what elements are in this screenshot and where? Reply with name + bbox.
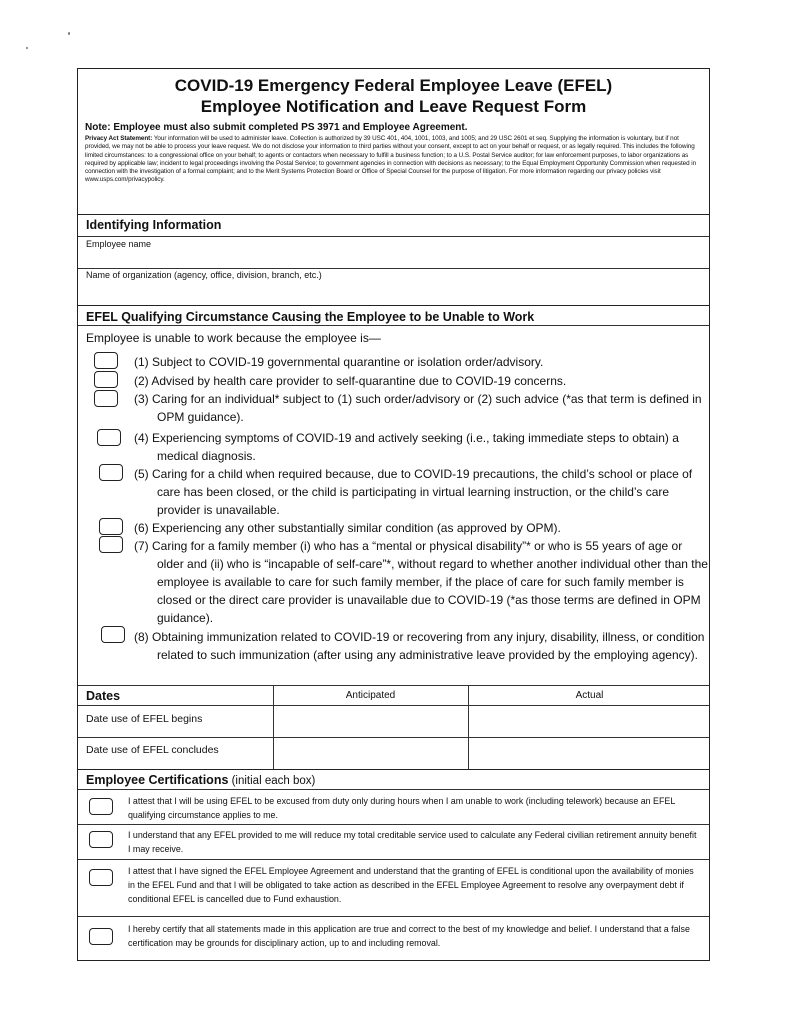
date-concludes-label: Date use of EFEL concludes <box>86 744 219 756</box>
column-divider <box>468 686 469 769</box>
certifications-heading <box>78 769 709 789</box>
scan-speck <box>68 32 70 35</box>
circumstance-lead: Employee is unable to work because the employee is— <box>86 331 381 345</box>
certification-2-initial-box[interactable] <box>89 831 113 848</box>
circumstance-1-checkbox[interactable] <box>94 352 118 369</box>
divider <box>78 789 709 790</box>
circumstance-5-text: (5) Caring for a child when required because, due to COVID-19 precautions, the child’s school or place of care has been closed, or the child is participating in virtual learning instruction, or the child’s care provider is unavailable. <box>134 467 693 517</box>
circumstance-6-text: (6) Experiencing any other substantially similar condition (as approved by OPM). <box>134 521 561 535</box>
circumstance-2-text: (2) Advised by health care provider to self-quarantine due to COVID-19 concerns. <box>134 374 567 388</box>
dates-heading: Dates <box>86 689 121 703</box>
date-concludes-anticipated-field[interactable] <box>274 738 467 768</box>
circumstance-7-text: (7) Caring for a family member (i) who has a “mental or physical disability”* or who is 55 years of age or older and (ii) who is “incapable of self-care”*, without regard to whether another individual other than the employee is available to care for such family member, if the place of care for such family member is closed or the direct care provider is unavailable due to COVID-19 (*as those terms are defined in OPM guidance). <box>134 539 708 625</box>
certification-3-initial-box[interactable] <box>89 869 113 886</box>
circumstance-7-checkbox[interactable] <box>99 536 123 553</box>
circumstance-3-text: (3) Caring for an individual* subject to (1) such order/advisory or (2) such advice (*as that term is defined in OPM guidance). <box>134 392 702 424</box>
certification-3-text: I attest that I have signed the EFEL Employee Agreement and understand that the granting of EFEL is conditional upon the availability of monies in the EFEL Fund and that I will be obligated to take action as described in the EFEL Employee Agreement to resolve any overpayment debt if conditional EFEL is cancelled due to Fund exhaustion. <box>128 866 694 904</box>
date-begins-label: Date use of EFEL begins <box>86 713 203 725</box>
identifying-section-heading: Identifying Information <box>78 214 709 236</box>
column-divider <box>273 686 274 769</box>
circumstance-3-checkbox[interactable] <box>94 390 118 407</box>
employee-name-field[interactable] <box>84 251 703 267</box>
circumstance-4-checkbox[interactable] <box>97 429 121 446</box>
date-concludes-actual-field[interactable] <box>469 738 709 768</box>
date-begins-actual-field[interactable] <box>469 706 709 736</box>
certification-2-text: I understand that any EFEL provided to me will reduce my total creditable service used to calculate any Federal civilian retirement annuity benefit I may receive. <box>128 830 697 854</box>
circumstance-4-text: (4) Experiencing symptoms of COVID-19 and actively seeking (i.e., taking immediate steps to obtain) a medical diagnosis. <box>134 431 679 463</box>
certification-4-text: I hereby certify that all statements made in this application are true and correct to the best of my knowledge and belief. I understand that a false certification may be grounds for disciplinary action, up to and including removal. <box>128 924 690 948</box>
circumstance-6-checkbox[interactable] <box>99 518 123 535</box>
divider <box>78 236 709 237</box>
form-title-line1: COVID-19 Emergency Federal Employee Leave (EFEL) <box>174 76 613 95</box>
efel-form <box>77 68 710 961</box>
employee-name-label: Employee name <box>86 239 152 249</box>
certification-1-text: I attest that I will be using EFEL to be excused from duty only during hours when I am unable to work (including telework) because an EFEL qualifying circumstance applies to me. <box>128 796 675 820</box>
circumstance-1-text: (1) Subject to COVID-19 governmental quarantine or isolation order/advisory. <box>134 355 544 369</box>
divider <box>78 325 709 326</box>
privacy-act-statement <box>85 135 702 185</box>
circumstance-section-heading: EFEL Qualifying Circumstance Causing the Employee to be Unable to Work <box>78 305 709 325</box>
certifications-instruction: (initial each box) <box>228 775 316 787</box>
certifications-title: Employee Certifications <box>86 773 229 787</box>
circumstance-2-checkbox[interactable] <box>94 371 118 388</box>
divider <box>78 824 709 825</box>
date-begins-anticipated-field[interactable] <box>274 706 467 736</box>
form-title-line2: Employee Notification and Leave Request Form <box>200 97 587 116</box>
actual-column-header: Actual <box>575 690 604 701</box>
anticipated-column-header: Anticipated <box>345 690 396 701</box>
divider <box>78 916 709 917</box>
divider <box>78 268 709 269</box>
form-title <box>78 75 709 117</box>
certification-4-initial-box[interactable] <box>89 928 113 945</box>
organization-field[interactable] <box>84 283 703 303</box>
privacy-label: Privacy Act Statement: <box>85 135 153 142</box>
circumstance-5-checkbox[interactable] <box>99 464 123 481</box>
circumstance-8-checkbox[interactable] <box>101 626 125 643</box>
privacy-text: Your information will be used to administer leave. Collection is authorized by 39 USC 401, 404, 1001, 1003, and 1005; and 29 USC 2601 et seq. Supplying the information is voluntary, but if not provided, we may not be able to process your leave request. We do not disclose your information to third parties without your consent, except to act on your behalf or request, or as legally required. This includes the following limited circumstances: to a congressional office on your behalf; to agents or contactors when necessary to fulfill a business function; to a U.S. Postal Service auditor; for law enforcement purposes, to labor organizations as required by applicable law; incident to legal proceedings involving the Postal Service; to government agencies in connection with decisions as necessary; to the Equal Employment Opportunity Commission when requested in connection with the investigation of a formal complaint; and to the Merit Systems Protection Board or Office of Special Counsel for the purpose of litigation. For more information regarding our privacy policies visit www.usps.com/privacypolicy. <box>85 135 697 184</box>
submission-note: Note: Employee must also submit completed PS 3971 and Employee Agreement. <box>85 122 468 133</box>
certification-1-initial-box[interactable] <box>89 798 113 815</box>
circumstance-8-text: (8) Obtaining immunization related to COVID-19 or recovering from any injury, disability, illness, or condition related to such immunization (after using any administrative leave provided by the employing agency). <box>134 630 705 662</box>
divider <box>78 859 709 860</box>
scan-speck <box>26 47 28 49</box>
organization-label: Name of organization (agency, office, division, branch, etc.) <box>86 270 322 280</box>
